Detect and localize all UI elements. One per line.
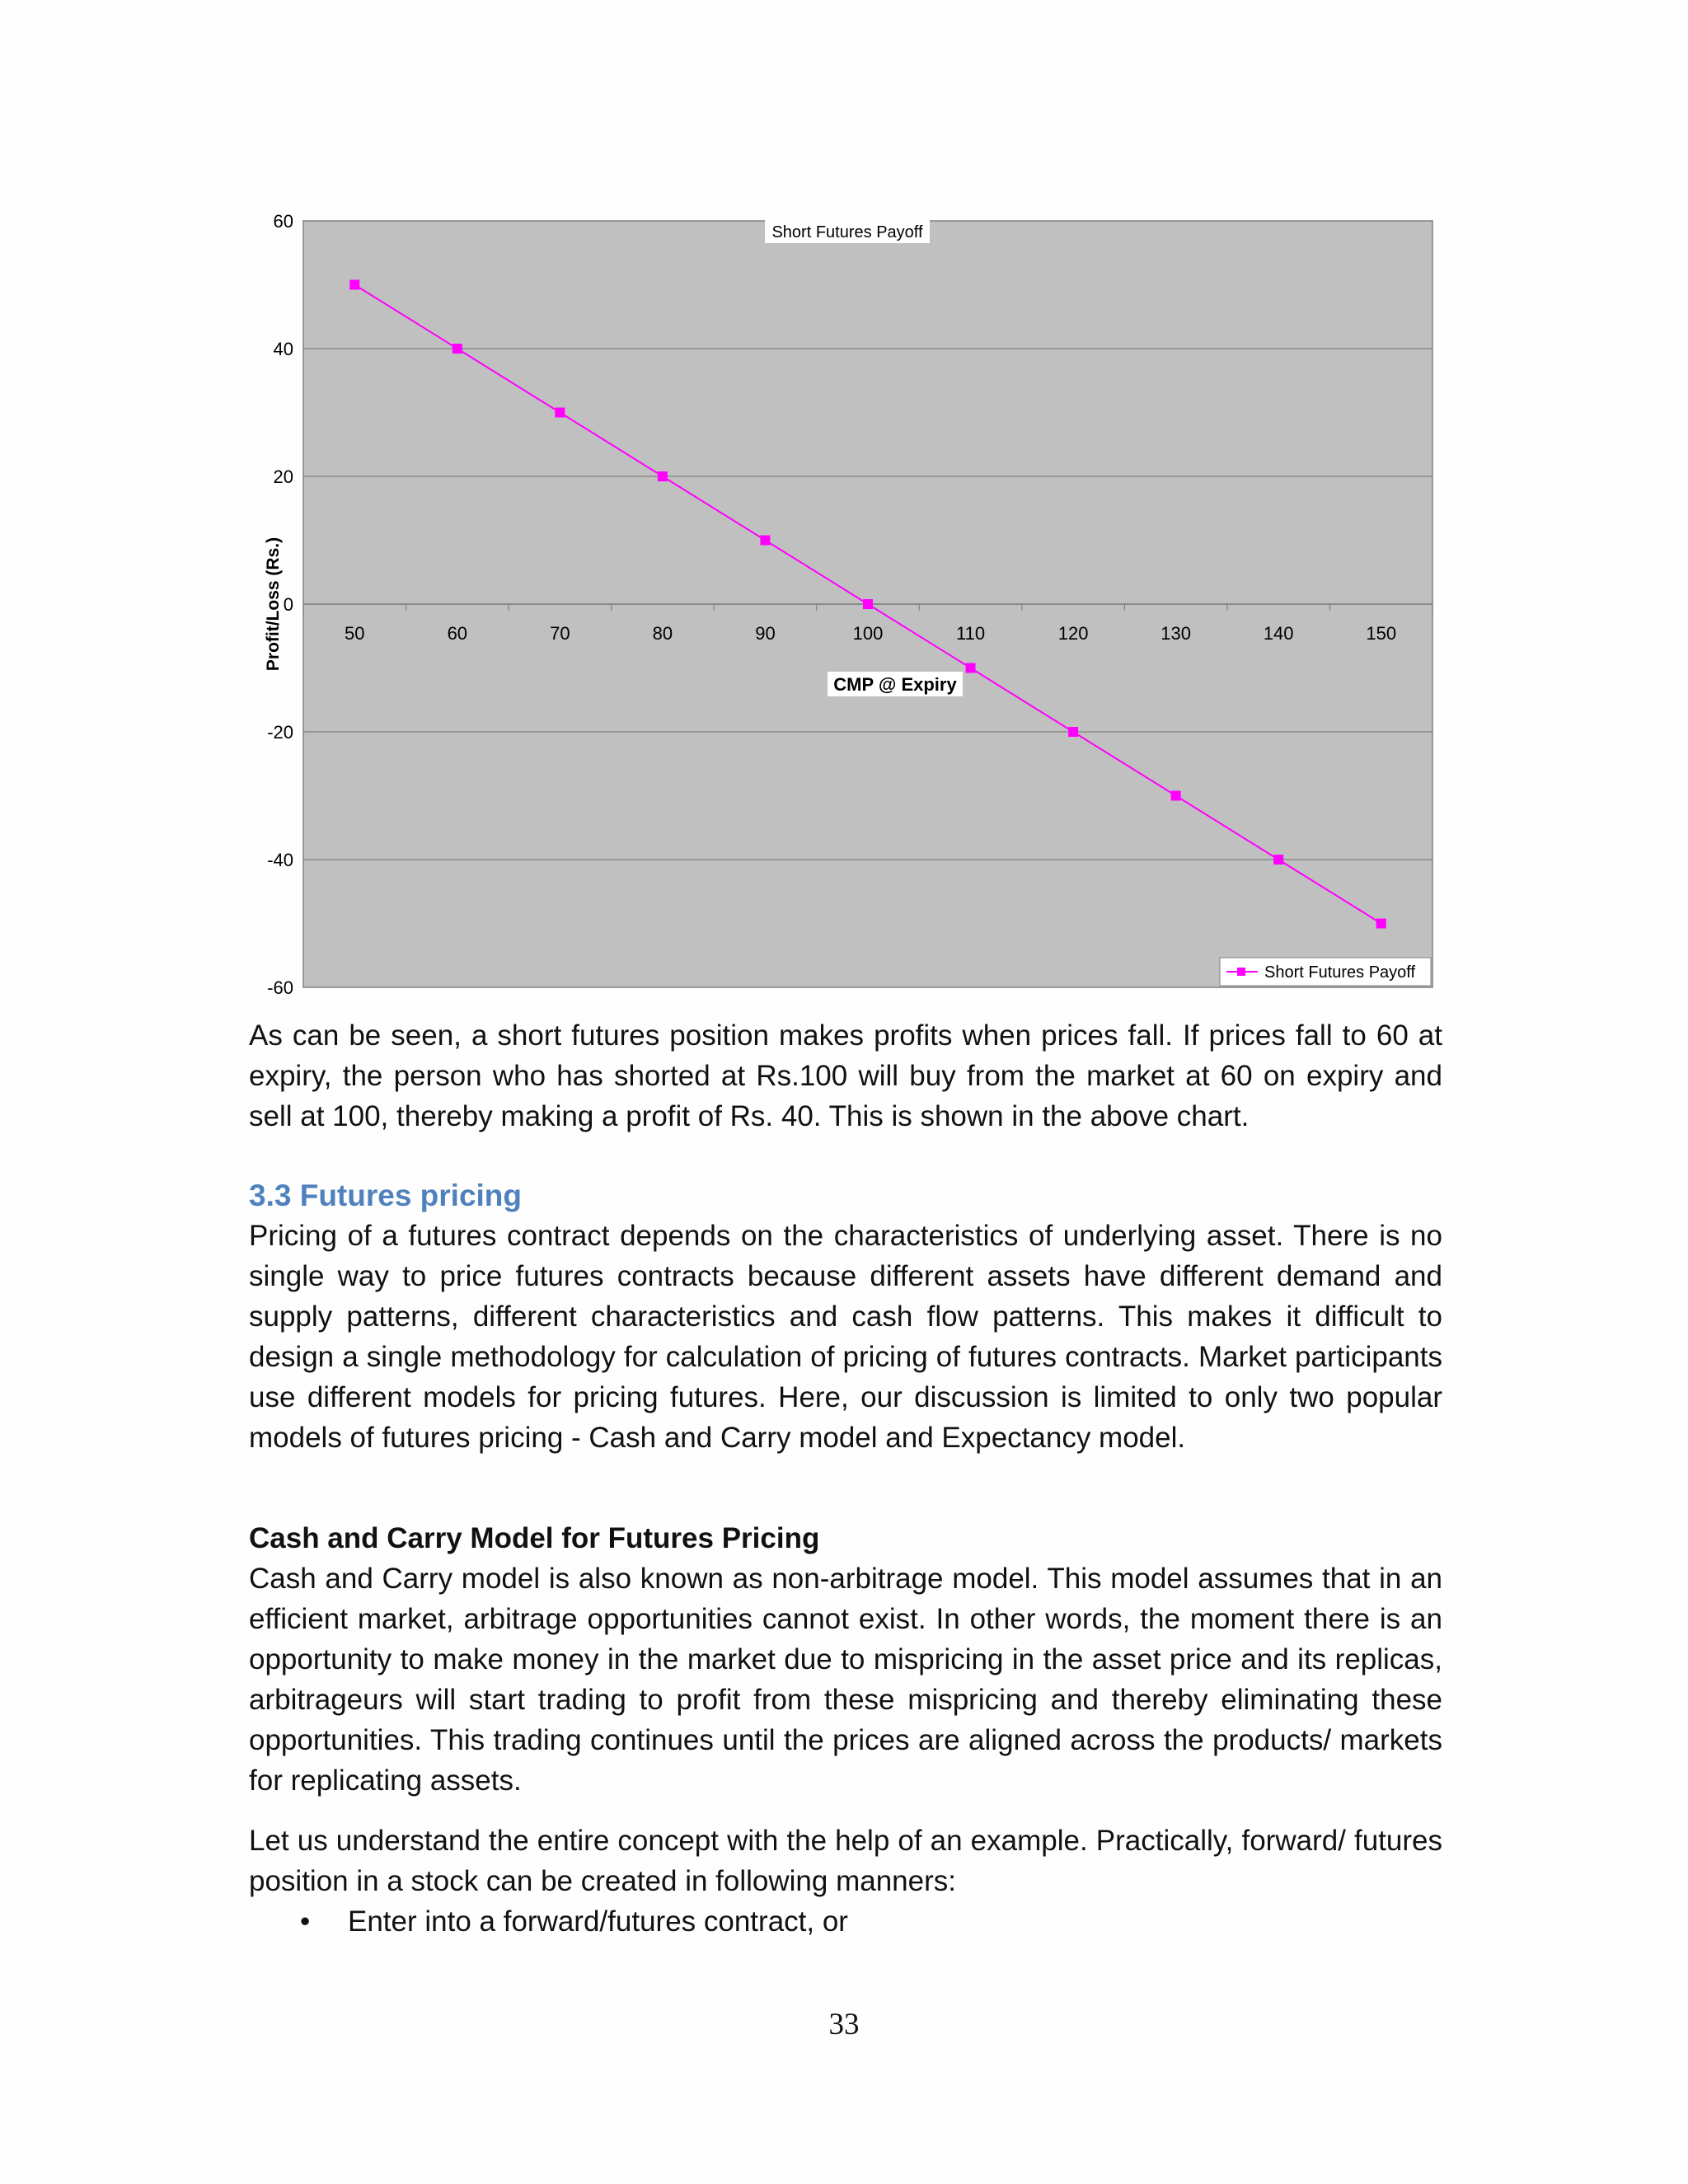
data-point: [863, 599, 873, 609]
bullet-text: Enter into a forward/futures contract, or: [348, 1905, 848, 1938]
list-item: [249, 1901, 1442, 1942]
paragraph-example: Let us understand the entire concept with the help of an example. Practically, forward/ futures position in a stock can be created in following manners:: [249, 1825, 1442, 1897]
x-tick-label: 130: [1160, 623, 1191, 644]
data-point: [1273, 855, 1283, 865]
y-tick-label: -40: [267, 850, 293, 870]
x-axis-label: CMP @ Expiry: [833, 674, 957, 695]
y-tick-label: 20: [273, 466, 293, 487]
short-futures-payoff-chart: [239, 198, 1459, 1005]
y-tick-label: 40: [273, 339, 293, 359]
x-tick-label: 50: [345, 623, 365, 644]
paragraph-futures-pricing: Pricing of a futures contract depends on the characteristics of underlying asset. There is no single way to price futures contracts because different assets have different demand and supply patterns, different characteristics and cash flow patterns. This makes it difficult to design a single methodology for calculation of pricing of futures contracts. Market participants use different models for pricing futures. Here, our discussion is limited to only two popular models of futures pricing - Cash and Carry model and Expectancy model.: [249, 1220, 1442, 1454]
y-tick-label: -60: [267, 977, 293, 998]
data-point: [349, 280, 359, 290]
page-number: 33: [828, 2008, 860, 2041]
section-heading: 3.3 Futures pricing: [249, 1179, 523, 1212]
data-point: [658, 471, 668, 481]
legend-label: Short Futures Payoff: [1264, 963, 1416, 982]
subheading-cash-and-carry: Cash and Carry Model for Futures Pricing: [249, 1522, 820, 1554]
x-tick-label: 70: [550, 623, 570, 644]
x-tick-label: 140: [1263, 623, 1294, 644]
x-tick-label: 150: [1366, 623, 1397, 644]
data-point: [966, 663, 976, 673]
y-axis-label: Profit/Loss (Rs.): [264, 537, 283, 672]
chart-title: Short Futures Payoff: [771, 223, 923, 241]
x-tick-label: 120: [1057, 623, 1089, 644]
data-point: [452, 344, 462, 354]
data-point: [555, 408, 565, 418]
y-tick-label: 60: [273, 211, 293, 232]
bullet-marker: •: [300, 1905, 311, 1938]
x-tick-label: 60: [447, 623, 468, 644]
data-point: [1068, 727, 1078, 737]
y-tick-label: -20: [267, 722, 293, 743]
data-point: [1171, 791, 1181, 801]
x-tick-label: 110: [956, 623, 986, 644]
paragraph-cash-and-carry: Cash and Carry model is also known as non-arbitrage model. This model assumes that in an efficient market, arbitrage opportunities cannot exist. In other words, the moment there is an opportunity to make money in the market due to mispricing in the asset price and its replicas, arbitrageurs will start trading to profit from these mispricing and thereby eliminating these opportunities. This trading continues until the prices are aligned across the products/ markets for replicating assets.: [249, 1563, 1442, 1797]
paragraph-chart-explanation: As can be seen, a short futures position makes profits when prices fall. If prices fall to 60 at expiry, the person who has shorted at Rs.100 will buy from the market at 60 on expiry and sell at 100, thereby making a profit of Rs. 40. This is shown in the above chart.: [249, 1019, 1442, 1132]
legend-marker-swatch: [1237, 968, 1245, 976]
data-point: [760, 536, 770, 546]
x-tick-label: 90: [755, 623, 776, 644]
x-tick-label: 100: [852, 623, 884, 644]
x-tick-label: 80: [652, 623, 673, 644]
y-tick-label: 0: [283, 594, 293, 615]
bullet-list: [249, 1901, 1442, 1942]
data-point: [1376, 919, 1386, 929]
